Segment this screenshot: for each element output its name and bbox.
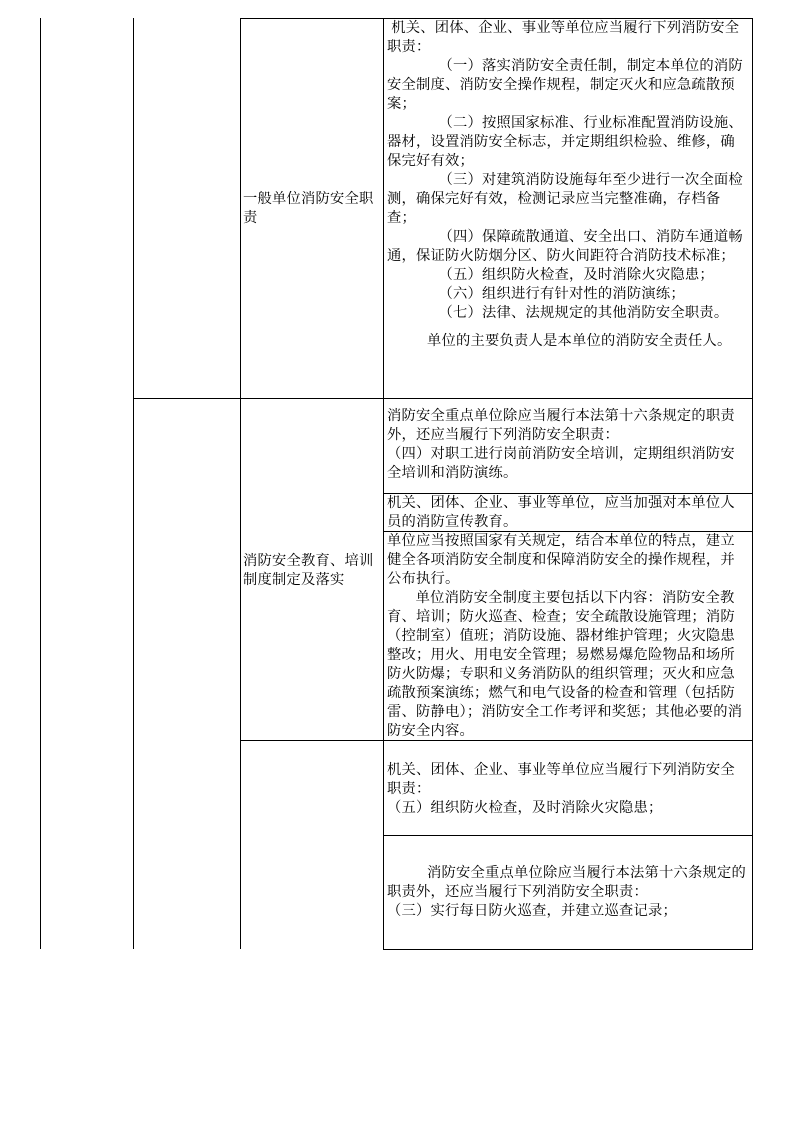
row-divider-cell5	[383, 835, 753, 836]
paragraph: （二）按照国家标准、行业标准配置消防设施、器材，设置消防安全标志，并定期组织检验、维修，确保完好有效；	[387, 115, 743, 169]
cell-daily-patrol	[384, 864, 752, 949]
row-divider-section2	[133, 398, 753, 399]
paragraph: 机关、团体、企业、事业等单位应当履行下列消防安全职责：	[387, 20, 740, 55]
paragraph: （三）实行每日防火巡查，并建立巡查记录；	[387, 903, 677, 919]
cell-safety-regulations	[384, 532, 752, 740]
paragraph: 机关、团体、企业、事业等单位，应当加强对本单位人员的消防宣传教育。	[387, 495, 735, 530]
paragraph: 单位的主要负责人是本单位的消防安全责任人。	[427, 333, 732, 349]
cell-fire-inspection	[384, 761, 752, 835]
table-border-bottom	[383, 949, 753, 950]
paragraph: （一）落实消防安全责任制，制定本单位的消防安全制度、消防安全操作规程，制定灭火和应急疏散预案；	[387, 58, 743, 112]
table-border-right	[752, 18, 753, 949]
paragraph: 机关、团体、企业、事业等单位应当履行下列消防安全职责：	[387, 762, 735, 797]
paragraph: （三）对建筑消防设施每年至少进行一次全面检测，确保完好有效，检测记录应当完整准确，存档备查；	[387, 172, 743, 226]
section-label-general-duties: 一般单位消防安全职责	[243, 191, 374, 226]
cell-publicity-education	[384, 494, 752, 531]
row-divider-section3	[240, 740, 753, 741]
section-label-education-training: 消防安全教育、培训制度制定及落实	[243, 553, 374, 588]
cell-general-duties	[384, 19, 752, 398]
cell-key-unit-training	[384, 407, 752, 493]
paragraph: 消防安全重点单位除应当履行本法第十六条规定的职责外，还应当履行下列消防安全职责：	[387, 408, 735, 443]
paragraph: （四）对职工进行岗前消防安全培训，定期组织消防安全培训和消防演练。	[387, 446, 735, 481]
paragraph: （七）法律、法规规定的其他消防安全职责。	[438, 305, 729, 321]
table-border-col1	[40, 18, 41, 949]
paragraph: （六）组织进行有针对性的消防演练；	[438, 286, 685, 302]
paragraph: 单位应当按照国家有关规定，结合本单位的特点，建立健全各项消防安全制度和保障消防安全的操作规程，并公布执行。	[387, 533, 735, 587]
paragraph: （四）保障疏散通道、安全出口、消防车通道畅通，保证防火防烟分区、防火间距符合消防技术标准；	[387, 229, 743, 264]
table-border-col2	[133, 18, 134, 949]
paragraph: （五）组织防火检查，及时消除火灾隐患；	[438, 267, 714, 283]
paragraph: 单位消防安全制度主要包括以下内容：消防安全教育、培训；防火巡查、检查；安全疏散设施管理；消防（控制室）值班；消防设施、器材维护管理；火灾隐患整改；用火、用电安全管理；易燃易爆危险物品和场所防火防爆；专职和义务消防队的组织管理；灭火和应急疏散预案演练；燃气和电气设备的检查和管理（包括防雷、防静电）；消防安全工作考评和奖惩；其他必要的消防安全内容。	[387, 590, 743, 739]
table-border-col3	[240, 18, 241, 949]
paragraph: （五）组织防火检查，及时消除火灾隐患；	[387, 800, 663, 816]
paragraph: 消防安全重点单位除应当履行本法第十六条规定的职责外，还应当履行下列消防安全职责：	[387, 865, 746, 900]
